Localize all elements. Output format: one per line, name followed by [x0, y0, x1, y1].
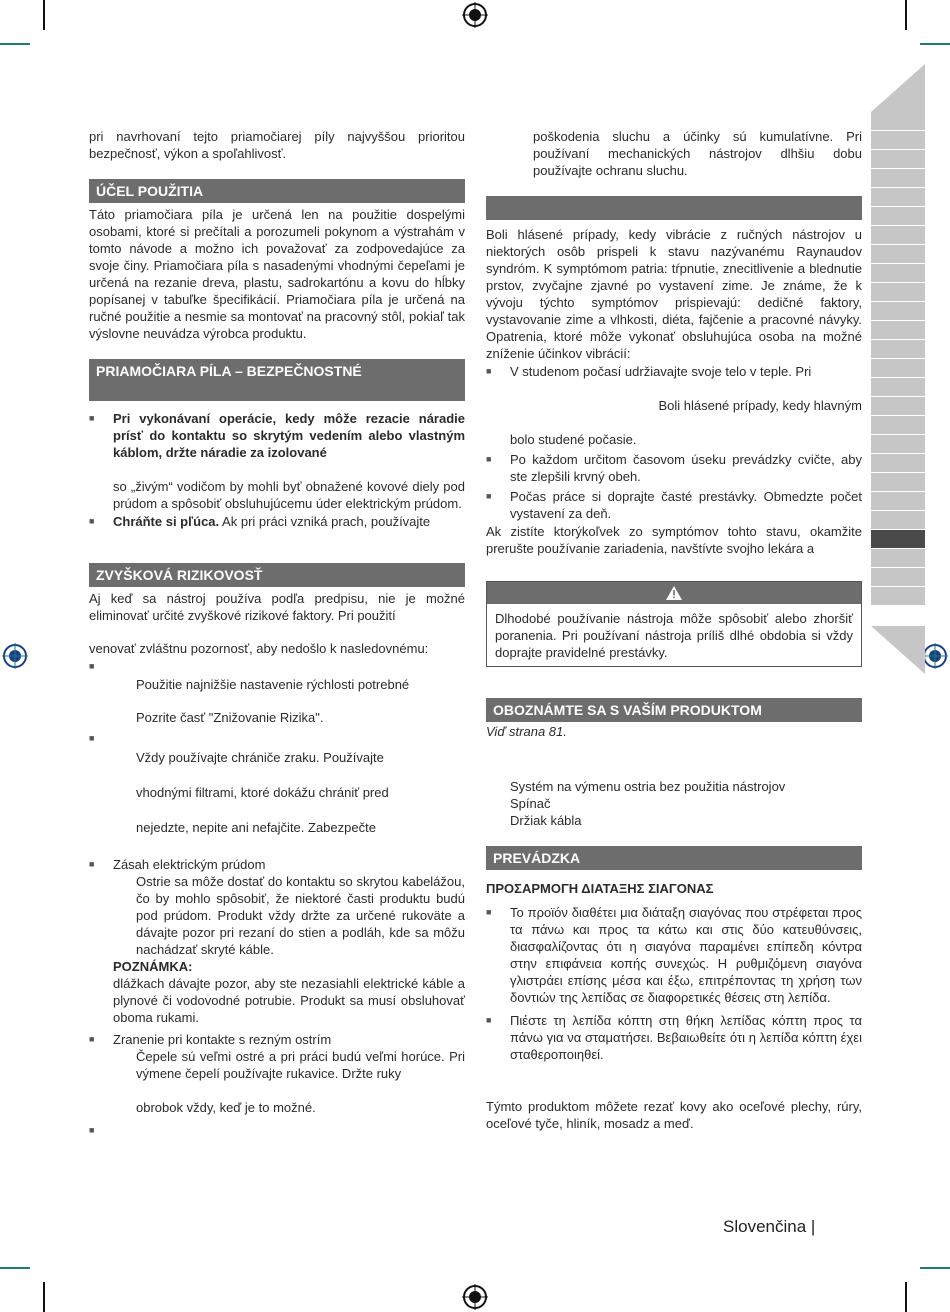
vibration-bullet-cold: ■ V studenom počasí udržiavajte svoje telo v teple. Pri	[486, 363, 862, 380]
safety-bullet-lungs-bold: Chráňte si pľúca.	[113, 514, 220, 529]
crop-mark	[905, 0, 907, 30]
registration-mark-icon	[462, 2, 488, 28]
language-tab[interactable]	[871, 302, 925, 320]
crop-mark	[43, 1282, 45, 1312]
cut-text: Čepele sú veľmi ostré a pri práci budú veľmi horúce. Pri výmene čepelí používajte rukavice. Držte ruky	[136, 1049, 465, 1081]
language-tab-active[interactable]	[871, 530, 925, 548]
language-tab[interactable]	[871, 245, 925, 263]
safety-bullet-lungs	[89, 513, 465, 530]
note-text: dlážkach dávajte pozor, aby ste nezasiahli elektrické káble a plynové či vodovodné potrubie. Produkt sa musí obsluhovať oboma rukami.	[113, 976, 465, 1025]
language-tab[interactable]	[871, 207, 925, 225]
language-tab[interactable]	[871, 492, 925, 510]
language-tab[interactable]	[871, 454, 925, 472]
product-reference: Viď strana 81.	[486, 724, 567, 739]
crop-mark	[43, 0, 45, 30]
vibration-bullet-exercise: ■ Po každom určitom časovom úseku prevádzky cvičte, aby ste zlepšili krvný obeh.	[486, 451, 862, 485]
shock-bullet: ■ Zásah elektrickým prúdom	[89, 856, 465, 873]
risk-text-continued: venovať zvláštnu pozornosť, aby nedošlo k nasledovnému:	[89, 641, 429, 656]
language-tabs	[871, 112, 925, 606]
purpose-text: Táto priamočiara píla je určená len na použitie dospelými osobami, ktoré si prečítali a porozumeli pokynom a výstrahám v tomto návode a možno ich považovať za zodpovedajúce za svoje činy. Priamočiara píla s nasadenými vhodnými čepeľami je určená na rezanie dreva, plastu, sadrokartónu a kovu do hĺbky popísanej v tabuľke špecifikácií. Priamočiara píla je určená na ručné použitie a nesmie sa montovať na pracovný stôl, pokiaľ tak výslovne neuvádza výrobca produktu.	[89, 207, 465, 341]
section-header-operation: PREVÁDZKA	[486, 846, 862, 870]
risk-line-goggles: Vždy používajte chrániče zraku. Používajte	[136, 750, 384, 765]
section-header-vibration	[486, 196, 862, 220]
tab-bottom-triangle	[871, 626, 925, 674]
crop-mark	[0, 43, 30, 45]
language-tab[interactable]	[871, 435, 925, 453]
jaw-bullet-blade: ■ Πιέστε τη λεπίδα κόπτη στη θήκη λεπίδας κόπτη προς τα πάνω για να σταματήσει. Βεβαιωθείτε ότι η λεπίδα κόπτη έχει σταθεροποιηθεί.	[486, 1012, 862, 1063]
risk-bullet-empty	[89, 730, 465, 747]
vibration-after-text: Ak zistíte ktorýkoľvek zo symptómov tohto stavu, okamžite prerušte používanie zariadenia, navštívte svojho lekára a	[486, 524, 862, 556]
hearing-text: poškodenia sluchu a účinky sú kumulatívne. Pri používaní mechanických nástrojov dlhšiu dobu používajte ochranu sluchu.	[533, 129, 862, 178]
language-tab[interactable]	[871, 397, 925, 415]
warning-text: Dlhodobé používanie nástroja môže spôsobiť alebo zhoršiť poranenia. Pri používaní nástroja príliš dlhé obdobia si vždy doprajte pravidelné prestávky.	[495, 611, 853, 660]
section-header-product: OBOZNÁMTE SA S VAŠÍM PRODUKTOM	[486, 698, 862, 722]
section-header-safety: PRIAMOČIARA PÍLA – BEZPEČNOSTNÉ	[89, 359, 465, 401]
safety-bullet-lungs-text: Ak pri práci vzniká prach, používajte	[219, 514, 431, 529]
note-label: POZNÁMKA:	[113, 959, 193, 974]
shock-text: Ostrie sa môže dostať do kontaktu so skrytou kabelážou, čo by mohlo spôsobiť, že niektoré časti produktu budú pod prúdom. Produkt vždy držte za určené rukoväte a dávajte pozor pri rezaní do stien a podláh, kde sa môžu nachádzať skryté káble.	[136, 874, 465, 957]
language-tab[interactable]	[871, 131, 925, 149]
vibration-text: Boli hlásené prípady, kedy vibrácie z ručných nástrojov u niektorých osôb prispeli k stavu nazývanému Raynaudov syndróm. K symptómom patria: tŕpnutie, znecitlivenie a blednutie prstov, zvyčajne zjavné po vystavení zime. Je známe, že k vývoju týchto symptómov prispievajú: dedičné faktory, vystavovanie zime a vlhkosti, diéta, fajčenie a pracovné návyky. Opatrenia, ktoré môže vykonať obsluhujúca osoba na možné zníženie účinkov vibrácií:	[486, 227, 862, 361]
language-tab[interactable]	[871, 340, 925, 358]
warning-triangle-icon	[666, 586, 682, 600]
language-tab[interactable]	[871, 416, 925, 434]
cut-bullet: ■ Zranenie pri kontakte s rezným ostrím	[89, 1031, 465, 1048]
risk-bullet-empty	[89, 658, 465, 675]
safety-bullet-wiring: ■ Pri vykonávaní operácie, kedy môže rezacie náradie prísť do kontaktu so skrytým vedením alebo vlastným káblom, držte náradie za izolované	[89, 410, 465, 461]
language-tab[interactable]	[871, 283, 925, 301]
crop-mark	[920, 1267, 950, 1269]
cut-text-continued: obrobok vždy, keď je to možné.	[136, 1100, 316, 1115]
product-item: Držiak kábla	[510, 813, 582, 828]
jaw-adjustment-title: ΠΡΟΣΑΡΜΟΓΗ ΔΙΑΤΑΞΗΣ ΣΙΑΓΟΝΑΣ	[486, 881, 714, 896]
language-tab[interactable]	[871, 587, 925, 605]
left-column	[89, 128, 465, 1139]
language-tab[interactable]	[871, 264, 925, 282]
language-tab[interactable]	[871, 568, 925, 586]
language-tab[interactable]	[871, 169, 925, 187]
vibration-bullet-breaks: ■ Počas práce si doprajte časté prestávky. Obmedzte počet vystavení za deň.	[486, 488, 862, 522]
intro-text: pri navrhovaní tejto priamočiarej píly najvyššou prioritou bezpečnosť, výkon a spoľahlivosť.	[89, 129, 465, 161]
crop-mark	[920, 43, 950, 45]
product-item: Spínač	[510, 796, 551, 811]
language-tab[interactable]	[871, 473, 925, 491]
registration-mark-icon	[922, 643, 948, 669]
warning-box	[486, 581, 862, 667]
tab-top-triangle	[871, 64, 925, 112]
registration-mark-icon	[462, 1284, 488, 1310]
language-tab[interactable]	[871, 549, 925, 567]
vibration-bullet-cold-end: bolo studené počasie.	[510, 432, 637, 447]
section-header-residual-risk: ZVYŠKOVÁ RIZIKOVOSŤ	[89, 563, 465, 587]
metal-cutting-text: Týmto produktom môžete rezať kovy ako oceľové plechy, rúry, oceľové tyče, hliník, mosadz a meď.	[486, 1099, 862, 1131]
language-tab[interactable]	[871, 112, 925, 130]
risk-line-filters: vhodnými filtrami, ktoré dokážu chrániť pred	[136, 785, 389, 800]
risk-line-eat: nejedzte, nepite ani nefajčite. Zabezpečte	[136, 820, 376, 835]
language-tab[interactable]	[871, 150, 925, 168]
language-tab[interactable]	[871, 188, 925, 206]
footer-language-label: Slovenčina |	[723, 1217, 816, 1236]
language-tab[interactable]	[871, 321, 925, 339]
crop-mark	[0, 1267, 30, 1269]
language-tab[interactable]	[871, 378, 925, 396]
language-tab[interactable]	[871, 359, 925, 377]
registration-mark-icon	[2, 643, 28, 669]
language-tab[interactable]	[871, 226, 925, 244]
risk-text: Aj keď sa nástroj používa podľa predpisu, nie je možné eliminovať určité zvyškové rizikové faktory. Pri použití	[89, 591, 465, 623]
section-header-purpose: ÚČEL POUŽITIA	[89, 179, 465, 203]
empty-bullet	[89, 1122, 465, 1139]
jaw-bullet-description: ■ Το προϊόν διαθέτει μια διάταξη σιαγόνας που στρέφεται προς τα πάνω και προς τα κάτω και στις δύο κατευθύνσεις, διασφαλίζοντας ότι η σιαγόνα παραμένει επίπεδη κόντρα στην επιφάνεια κοπής συνεχώς. Η ρυθμιζόμενη σιαγόνα γλιστράει επίσης μέσα και έξω, επιτρέποντας τη χρήση των δοντιών της λεπίδας σε διαφορετικές θέσεις στη λεπίδα.	[486, 904, 862, 1006]
vibration-bullet-cold-middle: Boli hlásené prípady, kedy hlavným	[658, 398, 862, 413]
product-item: Systém na výmenu ostria bez použitia nástrojov	[510, 779, 786, 794]
risk-line-speed: Použitie najnižšie nastavenie rýchlosti potrebné	[136, 677, 410, 692]
warning-box-header	[487, 582, 861, 604]
right-column	[486, 128, 862, 1132]
risk-line-reference: Pozrite časť "Znižovanie Rizika".	[136, 710, 324, 725]
language-tab[interactable]	[871, 511, 925, 529]
crop-mark	[905, 1282, 907, 1312]
safety-bullet-wiring-continued: so „živým“ vodičom by mohli byť obnažené kovové diely pod prúdom a spôsobiť obsluhujúcemu úder elektrickým prúdom.	[113, 479, 465, 511]
